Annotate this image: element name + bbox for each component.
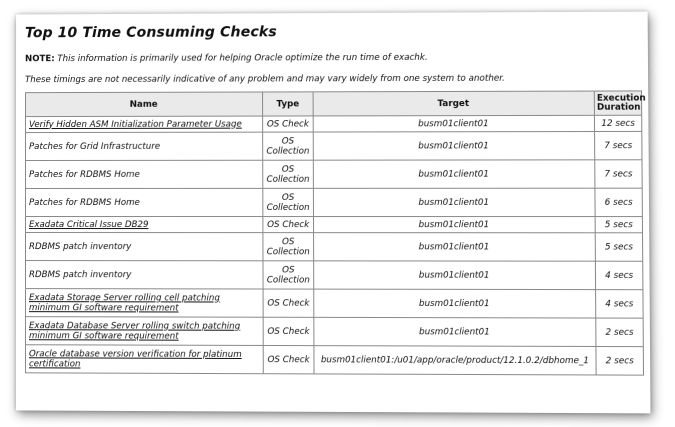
check-name-link[interactable]: Oracle database version verification for platinum certification bbox=[28, 348, 242, 370]
check-target: busm01client01 bbox=[314, 289, 596, 318]
check-duration: 2 secs bbox=[596, 346, 644, 375]
check-duration: 6 secs bbox=[595, 188, 642, 216]
table-header-row bbox=[26, 91, 642, 117]
check-type: OS Check bbox=[263, 217, 314, 233]
check-target: busm01client01 bbox=[313, 132, 595, 161]
check-name: Patches for RDBMS Home bbox=[25, 188, 262, 216]
check-type: OS Collection bbox=[263, 261, 314, 289]
check-type: OS Check bbox=[263, 317, 314, 345]
check-name: Patches for RDBMS Home bbox=[26, 160, 263, 188]
header-name: Name bbox=[26, 92, 263, 117]
check-type: OS Collection bbox=[263, 188, 314, 216]
check-target: busm01client01:/u01/app/oracle/product/12.1.0.2/dbhome_1 bbox=[314, 346, 596, 375]
check-duration: 4 secs bbox=[596, 290, 644, 319]
check-duration: 12 secs bbox=[594, 115, 641, 131]
check-target: busm01client01 bbox=[313, 188, 595, 216]
check-target: busm01client01 bbox=[313, 217, 595, 233]
check-name: RDBMS patch inventory bbox=[25, 261, 263, 289]
note-label: NOTE: bbox=[25, 54, 55, 65]
check-target: busm01client01 bbox=[313, 115, 594, 132]
table-row bbox=[26, 160, 643, 189]
table-row bbox=[25, 289, 643, 319]
check-name-link[interactable]: Exadata Database Server rolling switch patching minimum GI software requirement bbox=[28, 320, 241, 342]
check-target: busm01client01 bbox=[314, 261, 596, 290]
header-type: Type bbox=[263, 92, 314, 116]
check-type: OS Collection bbox=[263, 160, 314, 188]
check-type: OS Check bbox=[263, 345, 314, 373]
check-target: busm01client01 bbox=[314, 233, 596, 262]
check-name-link[interactable]: Exadata Critical Issue DB29 bbox=[28, 219, 149, 230]
table-row bbox=[26, 115, 642, 132]
check-name-link[interactable]: Verify Hidden ASM Initialization Parameter Usage bbox=[29, 119, 242, 130]
check-duration: 7 secs bbox=[595, 160, 642, 188]
table-row bbox=[25, 188, 642, 216]
check-name: Patches for Grid Infrastructure bbox=[26, 132, 263, 160]
header-target: Target bbox=[313, 91, 594, 116]
check-duration: 2 secs bbox=[596, 318, 644, 347]
report-sheet bbox=[16, 12, 651, 414]
section-title: Top 10 Time Consuming Checks bbox=[25, 24, 277, 42]
check-type: OS Check bbox=[263, 289, 314, 317]
check-type: OS Collection bbox=[263, 132, 314, 160]
check-type: OS Check bbox=[263, 116, 314, 132]
table-row bbox=[25, 345, 643, 375]
table-row bbox=[26, 131, 642, 160]
table-row bbox=[25, 217, 642, 233]
disclaimer-text: These timings are not necessarily indicative of any problem and may vary widely from one system to another. bbox=[25, 73, 505, 86]
table-row bbox=[25, 233, 642, 262]
time-consuming-checks-table bbox=[25, 90, 644, 375]
note-text bbox=[25, 53, 428, 64]
check-duration: 7 secs bbox=[595, 131, 642, 159]
check-name-link[interactable]: Exadata Storage Server rolling cell patching minimum GI software requirement bbox=[28, 292, 220, 313]
table-row bbox=[25, 261, 642, 290]
check-name: RDBMS patch inventory bbox=[25, 233, 262, 261]
check-target: busm01client01 bbox=[314, 317, 596, 346]
header-execution-duration: Execution Duration bbox=[594, 91, 641, 115]
check-target: busm01client01 bbox=[313, 160, 595, 189]
check-duration: 4 secs bbox=[595, 261, 643, 290]
note-body: This information is primarily used for helping Oracle optimize the run time of exachk. bbox=[54, 52, 428, 65]
table-row bbox=[25, 317, 643, 347]
check-type: OS Collection bbox=[263, 233, 314, 261]
check-duration: 5 secs bbox=[595, 217, 642, 233]
check-duration: 5 secs bbox=[595, 233, 643, 261]
